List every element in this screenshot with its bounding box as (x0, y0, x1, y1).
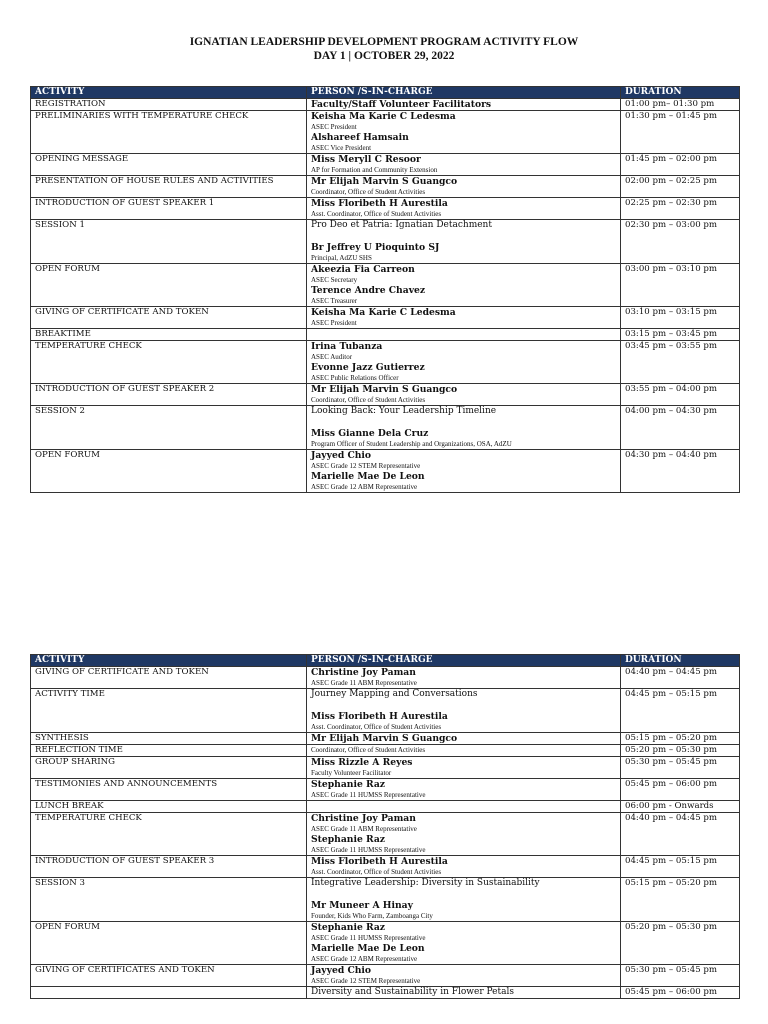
table-header-row (31, 655, 740, 667)
person-name: Mr Elijah Marvin S Guangco (311, 176, 458, 187)
table-row (31, 757, 740, 779)
duration-cell: 01:30 pm – 01:45 pm (621, 111, 740, 154)
table-header-row (31, 87, 740, 99)
duration-cell: 05:20 pm – 05:30 pm (621, 745, 740, 757)
person-name: Keisha Ma Karie C Ledesma (311, 111, 456, 122)
column-header-duration: DURATION (621, 655, 740, 667)
duration-cell: 05:45 pm – 06:00 pm (621, 987, 740, 999)
activity-cell: SESSION 2 (31, 406, 307, 450)
duration-cell: 03:55 pm – 04:00 pm (621, 384, 740, 406)
person-cell (307, 198, 621, 220)
person-name: Jayyed Chio (311, 965, 372, 976)
person-cell (307, 733, 621, 745)
table-row (31, 813, 740, 856)
duration-cell: 06:00 pm - Onwards (621, 801, 740, 813)
activity-cell: GIVING OF CERTIFICATE AND TOKEN (31, 307, 307, 329)
activity-cell: SESSION 1 (31, 220, 307, 264)
person-role: ASEC Vice President (311, 144, 372, 152)
person-role: ASEC Grade 11 HUMSS Representative (311, 934, 426, 942)
activity-cell: OPEN FORUM (31, 922, 307, 965)
column-header-activity: ACTIVITY (31, 87, 307, 99)
table-row (31, 176, 740, 198)
person-cell (307, 965, 621, 987)
person-cell (307, 689, 621, 733)
person-cell (307, 384, 621, 406)
column-header-duration: DURATION (621, 87, 740, 99)
activity-cell: PRESENTATION OF HOUSE RULES AND ACTIVITIES (31, 176, 307, 198)
activity-cell: OPEN FORUM (31, 450, 307, 493)
person-name: Stephanie Raz (311, 779, 386, 790)
activity-cell: GIVING OF CERTIFICATE AND TOKEN (31, 667, 307, 689)
table-row (31, 307, 740, 329)
person-cell (307, 264, 621, 307)
person-role: ASEC Grade 11 HUMSS Representative (311, 791, 426, 799)
table-row (31, 264, 740, 307)
table-row (31, 220, 740, 264)
duration-cell: 04:00 pm – 04:30 pm (621, 406, 740, 450)
activity-cell: TEMPERATURE CHECK (31, 813, 307, 856)
person-name: Miss Meryll C Resoor (311, 154, 421, 165)
person-role: ASEC President (311, 319, 357, 327)
session-title: Pro Deo et Patria: Ignatian Detachment (311, 220, 492, 230)
table-row (31, 987, 740, 999)
person-role: ASEC Grade 11 ABM Representative (311, 679, 417, 687)
person-cell (307, 111, 621, 154)
duration-cell: 03:10 pm – 03:15 pm (621, 307, 740, 329)
duration-cell: 04:40 pm – 04:45 pm (621, 667, 740, 689)
person-role: ASEC Grade 12 ABM Representative (311, 955, 418, 963)
duration-cell: 05:15 pm – 05:20 pm (621, 733, 740, 745)
duration-cell: 05:20 pm – 05:30 pm (621, 922, 740, 965)
duration-cell: 03:15 pm – 03:45 pm (621, 329, 740, 341)
person-role: ASEC Grade 12 ABM Representative (311, 483, 418, 491)
person-cell (307, 779, 621, 801)
person-name: Christine Joy Paman (311, 813, 416, 824)
person-cell (307, 922, 621, 965)
person-name: Mr Elijah Marvin S Guangco (311, 733, 458, 744)
activity-cell: INTRODUCTION OF GUEST SPEAKER 2 (31, 384, 307, 406)
person-role: ASEC Grade 12 STEM Representative (311, 462, 421, 470)
person-cell (307, 154, 621, 176)
person-role: ASEC Grade 12 STEM Representative (311, 977, 421, 985)
duration-cell: 02:25 pm – 02:30 pm (621, 198, 740, 220)
person-cell (307, 667, 621, 689)
column-header-person: PERSON /S-IN-CHARGE (307, 87, 621, 99)
activity-cell: BREAKTIME (31, 329, 307, 341)
activity-cell: SESSION 3 (31, 878, 307, 922)
table-row (31, 111, 740, 154)
person-cell (307, 176, 621, 198)
table-row (31, 745, 740, 757)
table-row (31, 450, 740, 493)
page-title: IGNATIAN LEADERSHIP DEVELOPMENT PROGRAM ACTIVITY FLOW (189, 36, 579, 48)
activity-cell: ACTIVITY TIME (31, 689, 307, 733)
person-name: Alshareef Hamsain (311, 132, 409, 143)
session-title: Diversity and Sustainability in Flower Petals (311, 987, 514, 997)
activity-cell: TEMPERATURE CHECK (31, 341, 307, 384)
person-name: Terence Andre Chavez (311, 285, 426, 296)
duration-cell: 02:30 pm – 03:00 pm (621, 220, 740, 264)
person-role: Founder, Kids Who Farm, Zamboanga City (311, 912, 433, 920)
table-row (31, 878, 740, 922)
activity-cell (31, 987, 307, 999)
person-name: Christine Joy Paman (311, 667, 416, 678)
table-row (31, 965, 740, 987)
spacer (311, 231, 616, 242)
person-name: Miss Gianne Dela Cruz (311, 428, 429, 439)
activity-cell: REFLECTION TIME (31, 745, 307, 757)
table-row (31, 801, 740, 813)
table-row (31, 329, 740, 341)
duration-cell: 03:00 pm – 03:10 pm (621, 264, 740, 307)
duration-cell: 03:45 pm – 03:55 pm (621, 341, 740, 384)
table-row (31, 154, 740, 176)
person-role: ASEC President (311, 123, 357, 131)
person-cell (307, 341, 621, 384)
duration-cell: 04:45 pm – 05:15 pm (621, 689, 740, 733)
session-title: Looking Back: Your Leadership Timeline (311, 406, 497, 416)
person-role: ASEC Grade 11 HUMSS Representative (311, 846, 426, 854)
person-role: Coordinator, Office of Student Activities (311, 396, 426, 404)
person-name: Akeezia Fia Carreon (311, 264, 415, 275)
person-role: Faculty Volunteer Facilitator (311, 769, 392, 777)
duration-cell: 04:30 pm – 04:40 pm (621, 450, 740, 493)
activity-cell: SYNTHESIS (31, 733, 307, 745)
person-name: Br Jeffrey U Pioquinto SJ (311, 242, 440, 253)
person-cell (307, 813, 621, 856)
person-name: Jayyed Chio (311, 450, 372, 461)
activity-table-2 (30, 654, 740, 999)
table-row (31, 689, 740, 733)
person-cell (307, 757, 621, 779)
session-title: Integrative Leadership: Diversity in Sustainability (311, 878, 540, 888)
activity-cell: LUNCH BREAK (31, 801, 307, 813)
person-name: Faculty/Staff Volunteer Facilitators (311, 99, 492, 110)
column-header-person: PERSON /S-IN-CHARGE (307, 655, 621, 667)
table-row (31, 667, 740, 689)
person-cell (307, 220, 621, 264)
person-cell (307, 329, 621, 341)
duration-cell: 04:45 pm – 05:15 pm (621, 856, 740, 878)
column-header-activity: ACTIVITY (31, 655, 307, 667)
person-name: Stephanie Raz (311, 922, 386, 933)
duration-cell: 02:00 pm – 02:25 pm (621, 176, 740, 198)
person-role: ASEC Public Relations Officer (311, 374, 399, 382)
person-role: Asst. Coordinator, Office of Student Activities (311, 868, 442, 876)
person-name: Marielle Mae De Leon (311, 471, 425, 482)
person-cell (307, 99, 621, 111)
person-cell (307, 450, 621, 493)
spacer (311, 700, 616, 711)
activity-cell: PRELIMINARIES WITH TEMPERATURE CHECK (31, 111, 307, 154)
person-name: Keisha Ma Karie C Ledesma (311, 307, 456, 318)
page-subtitle: DAY 1 | OCTOBER 29, 2022 (313, 50, 455, 62)
table-row (31, 922, 740, 965)
person-role: Asst. Coordinator, Office of Student Activities (311, 210, 442, 218)
duration-cell: 05:30 pm – 05:45 pm (621, 965, 740, 987)
activity-cell: INTRODUCTION OF GUEST SPEAKER 1 (31, 198, 307, 220)
table-row (31, 99, 740, 111)
table-row (31, 779, 740, 801)
table-row (31, 341, 740, 384)
person-cell (307, 307, 621, 329)
person-role: ASEC Secretary (311, 276, 358, 284)
person-name: Mr Elijah Marvin S Guangco (311, 384, 458, 395)
person-role: ASEC Grade 11 ABM Representative (311, 825, 417, 833)
person-name: Stephanie Raz (311, 834, 386, 845)
session-title: Journey Mapping and Conversations (311, 689, 478, 699)
person-cell (307, 801, 621, 813)
person-role: ASEC Treasurer (311, 297, 358, 305)
table-row (31, 733, 740, 745)
duration-cell: 01:00 pm– 01:30 pm (621, 99, 740, 111)
person-name: Miss Floribeth H Aurestila (311, 856, 448, 867)
duration-cell: 05:15 pm – 05:20 pm (621, 878, 740, 922)
activity-cell: OPEN FORUM (31, 264, 307, 307)
activity-cell: REGISTRATION (31, 99, 307, 111)
duration-cell: 04:40 pm – 04:45 pm (621, 813, 740, 856)
table-row (31, 406, 740, 450)
duration-cell: 05:30 pm – 05:45 pm (621, 757, 740, 779)
activity-cell: TESTIMONIES AND ANNOUNCEMENTS (31, 779, 307, 801)
person-cell (307, 987, 621, 999)
person-cell (307, 856, 621, 878)
person-role: Coordinator, Office of Student Activities (311, 746, 426, 754)
table-row (31, 384, 740, 406)
person-cell (307, 745, 621, 757)
spacer (311, 889, 616, 900)
activity-cell: INTRODUCTION OF GUEST SPEAKER 3 (31, 856, 307, 878)
person-role: Principal, AdZU SHS (311, 254, 372, 262)
duration-cell: 01:45 pm – 02:00 pm (621, 154, 740, 176)
table-row (31, 856, 740, 878)
person-name: Mr Muneer A Hinay (311, 900, 413, 911)
person-name: Evonne Jazz Gutierrez (311, 362, 425, 373)
activity-cell: GIVING OF CERTIFICATES AND TOKEN (31, 965, 307, 987)
table-row (31, 198, 740, 220)
person-role: ASEC Auditor (311, 353, 353, 361)
duration-cell: 05:45 pm – 06:00 pm (621, 779, 740, 801)
activity-cell: GROUP SHARING (31, 757, 307, 779)
person-name: Irina Tubanza (311, 341, 383, 352)
person-name: Marielle Mae De Leon (311, 943, 425, 954)
person-name: Miss Floribeth H Aurestila (311, 711, 448, 722)
person-role: AP for Formation and Community Extension (311, 166, 438, 174)
activity-table-1 (30, 86, 740, 493)
activity-cell: OPENING MESSAGE (31, 154, 307, 176)
person-cell (307, 406, 621, 450)
person-role: Coordinator, Office of Student Activities (311, 188, 426, 196)
person-name: Miss Floribeth H Aurestila (311, 198, 448, 209)
person-role: Program Officer of Student Leadership and Organizations, OSA, AdZU (311, 440, 512, 448)
person-role: Asst. Coordinator, Office of Student Activities (311, 723, 442, 731)
spacer (311, 417, 616, 428)
person-cell (307, 878, 621, 922)
person-name: Miss Rizzle A Reyes (311, 757, 413, 768)
